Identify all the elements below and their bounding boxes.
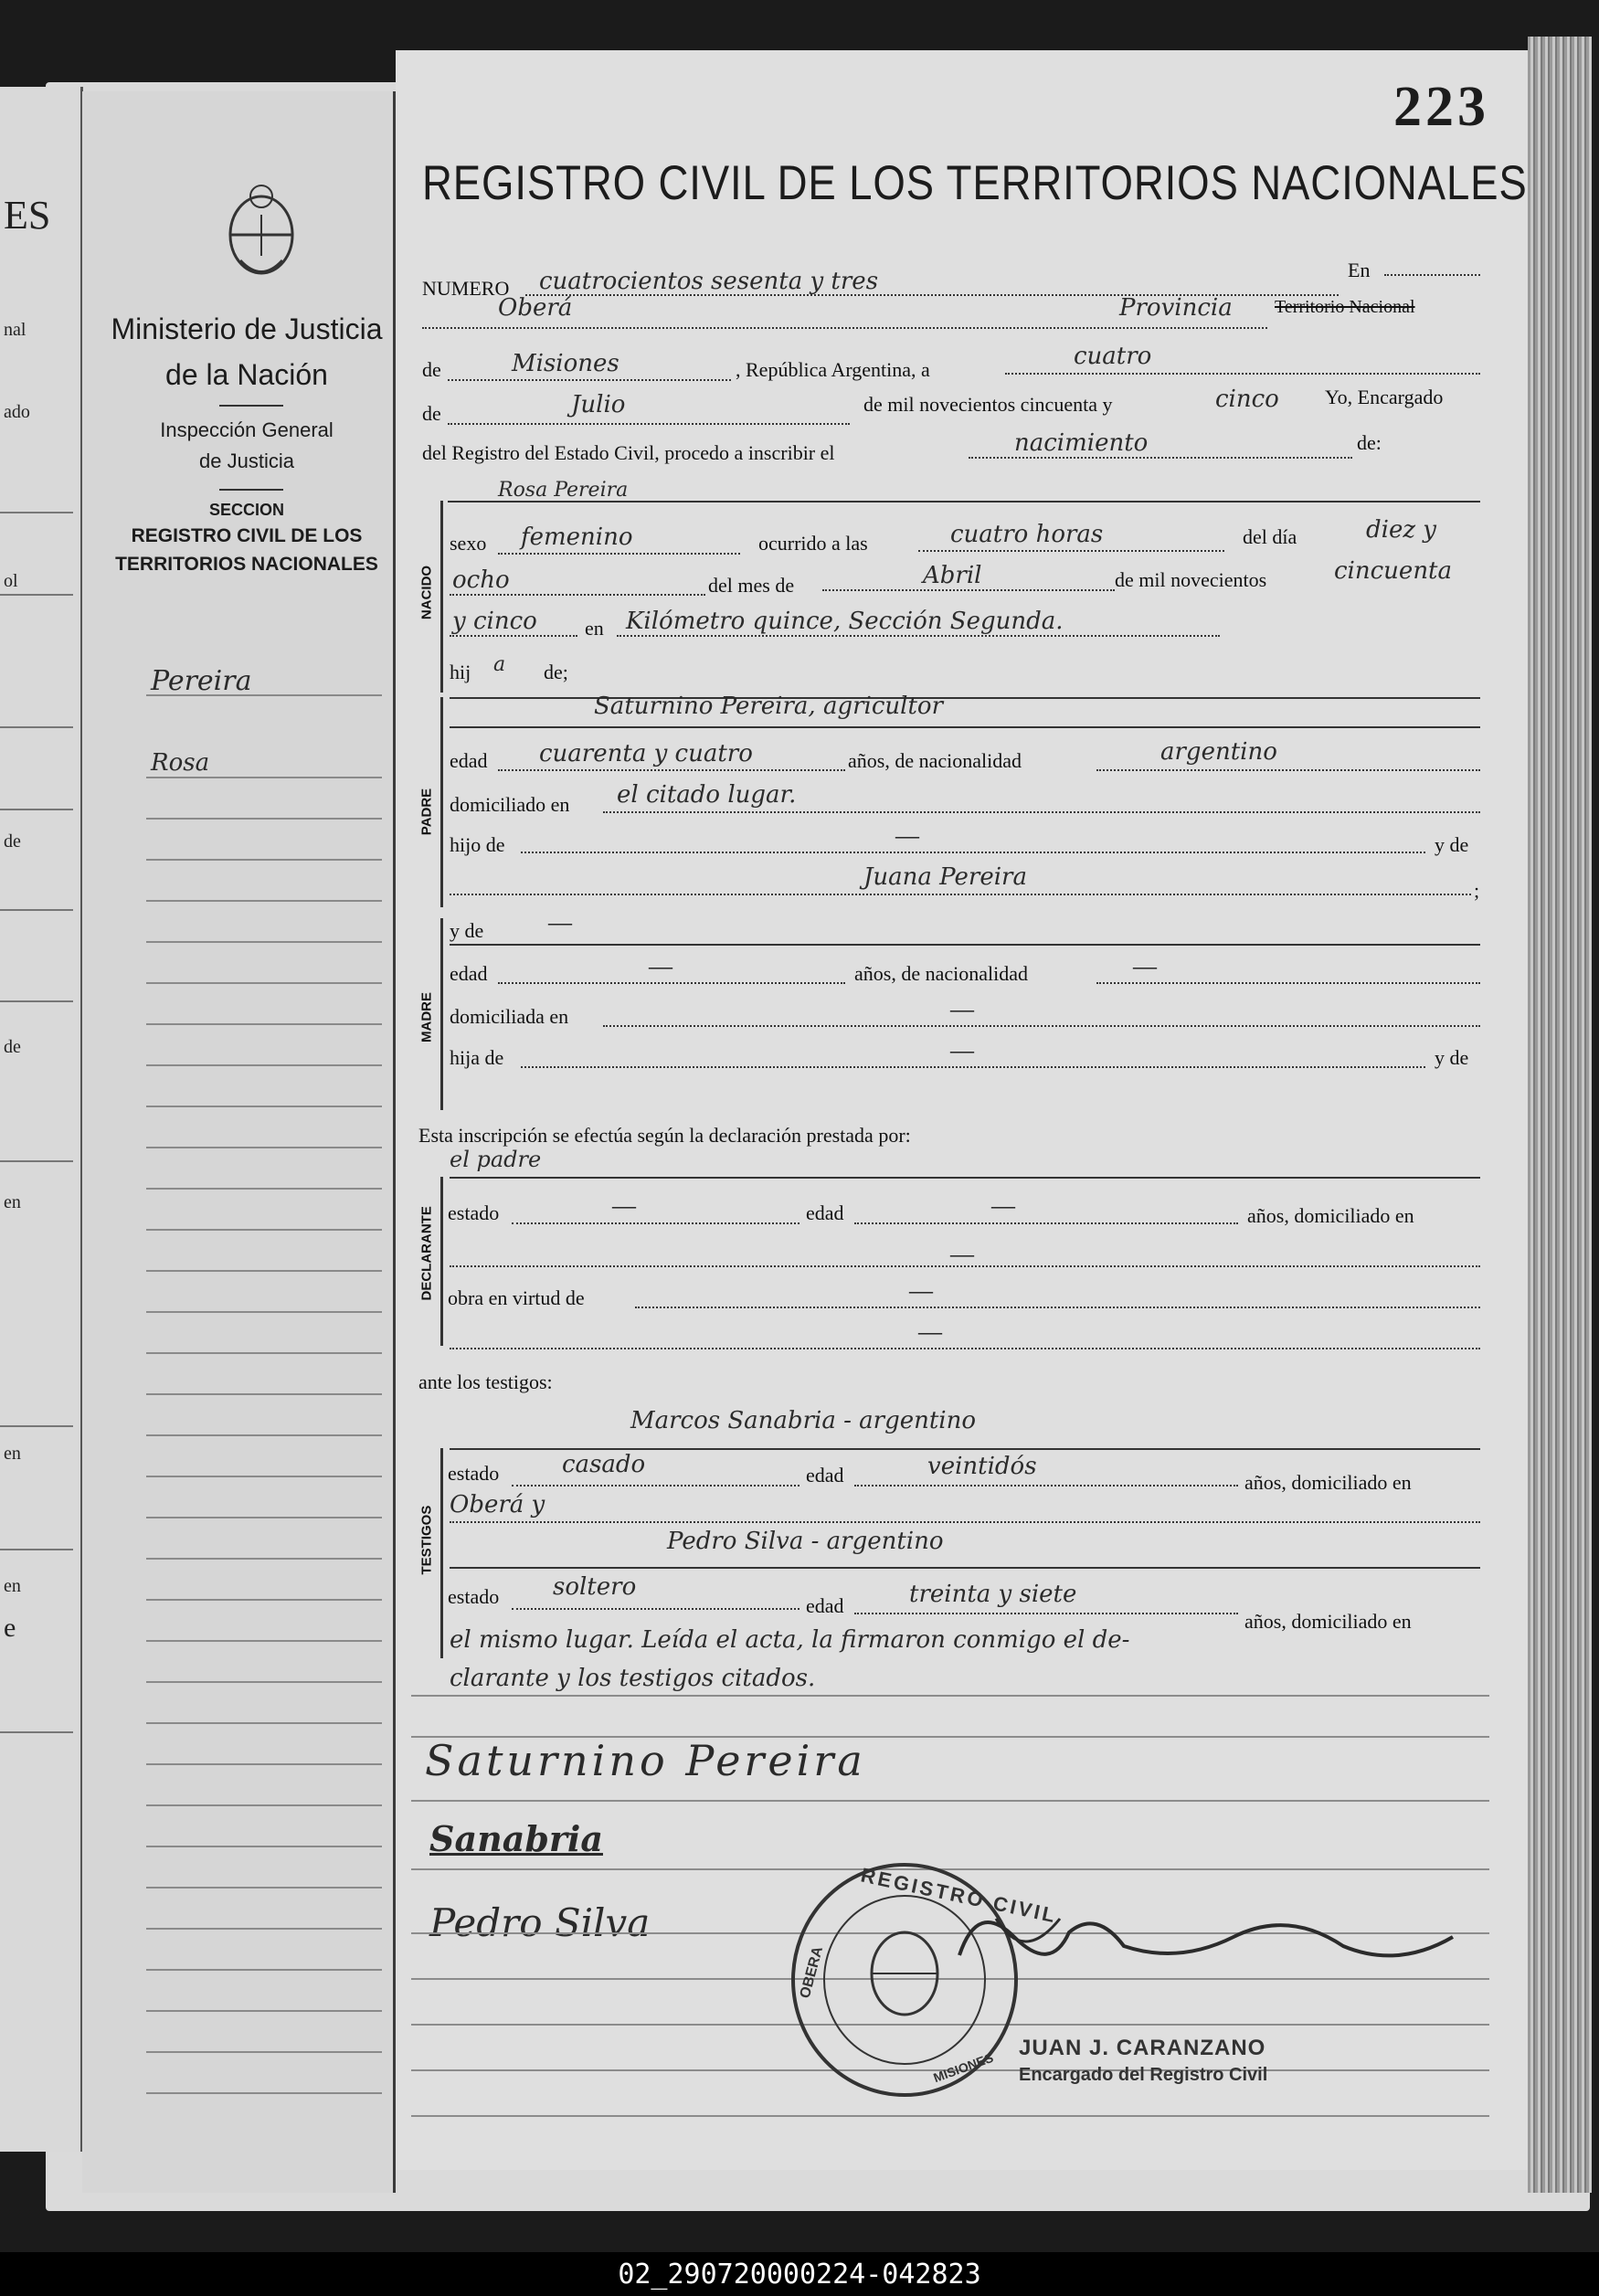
sexo-label: sexo bbox=[450, 532, 487, 555]
w2-age: treinta y siete bbox=[909, 1581, 1077, 1608]
coat-of-arms-icon bbox=[222, 178, 301, 288]
declarant-dom-dash: — bbox=[950, 1241, 974, 1267]
en-label: En bbox=[1348, 259, 1371, 281]
w1-domicile: Oberá y bbox=[450, 1491, 545, 1518]
w1-estado: casado bbox=[562, 1451, 646, 1478]
sexo-value: femenino bbox=[521, 524, 633, 551]
declarante-label: DECLARANTE bbox=[418, 1206, 435, 1301]
mother-dom-dash: — bbox=[950, 996, 974, 1022]
mother-edad-label: edad bbox=[450, 962, 488, 985]
year-value: cinco bbox=[1215, 386, 1279, 413]
prev-page-fragment: de bbox=[4, 831, 21, 852]
prev-page-fragment: en bbox=[4, 1444, 21, 1464]
del-mes-label: del mes de bbox=[708, 574, 795, 597]
de-colon: de: bbox=[1357, 431, 1382, 454]
inspection-line-1: Inspección General bbox=[160, 418, 334, 441]
prev-page-fragment: en bbox=[4, 1576, 21, 1596]
declarant: el padre bbox=[450, 1147, 542, 1172]
prev-page-fragment: nal bbox=[4, 320, 26, 340]
testigos-label: TESTIGOS bbox=[418, 1505, 435, 1575]
mother-age-dash: — bbox=[649, 953, 672, 979]
child-name: Rosa Pereira bbox=[498, 479, 629, 502]
closing-line-2: clarante y los testigos citados. bbox=[450, 1665, 816, 1692]
place-value: Oberá bbox=[498, 294, 573, 322]
del-dia-label: del día bbox=[1243, 525, 1297, 548]
ante-testigos-label: ante los testigos: bbox=[418, 1370, 553, 1393]
del-registro-label: del Registro del Estado Civil, procedo a inscribir el bbox=[422, 441, 835, 464]
semicolon: ; bbox=[1474, 879, 1480, 902]
territorio-struck: Territorio Nacional bbox=[1275, 297, 1415, 317]
hour-value: cuatro horas bbox=[950, 521, 1104, 548]
w2-estado: soltero bbox=[553, 1573, 637, 1601]
image-caption: 02_290720000224-042823 bbox=[618, 2259, 981, 2291]
republica-label: , República Argentina, a bbox=[736, 358, 930, 381]
nacido-label: NACIDO bbox=[418, 565, 435, 620]
w2-estado-label: estado bbox=[448, 1585, 500, 1608]
birth-day-value-2: ocho bbox=[452, 566, 510, 594]
stamp-bottom-text: MISIONES bbox=[931, 2049, 996, 2086]
closing-line-1: el mismo lugar. Leída el acta, la firmaron conmigo el de- bbox=[450, 1626, 1130, 1654]
de-semicolon: de; bbox=[544, 661, 568, 683]
mother-nat-dash: — bbox=[1133, 953, 1157, 979]
mil2-label: de mil novecientos bbox=[1115, 568, 1267, 591]
w2-edad-label: edad bbox=[806, 1594, 844, 1617]
official-title: Encargado del Registro Civil bbox=[1019, 2065, 1268, 2085]
declarant-estado-dash: — bbox=[612, 1192, 636, 1219]
anos-nacionalidad-label: años, de nacionalidad bbox=[848, 749, 1022, 772]
inspection-line-2: de Justicia bbox=[199, 450, 294, 472]
left-page bbox=[82, 91, 396, 2193]
page-number: 223 bbox=[1393, 76, 1489, 138]
y-de-label-2: y de bbox=[450, 919, 484, 942]
w1-edad-label: edad bbox=[806, 1464, 844, 1487]
prev-page-fragment: ol bbox=[4, 571, 18, 591]
act-type: nacimiento bbox=[1014, 429, 1149, 457]
month-value: Julio bbox=[571, 391, 626, 418]
father-nationality: argentino bbox=[1160, 738, 1277, 766]
declarant-estado-label: estado bbox=[448, 1201, 500, 1224]
mil-label: de mil novecientos cincuenta y bbox=[863, 393, 1113, 416]
witness-2: Pedro Silva - argentino bbox=[667, 1528, 944, 1555]
witness-1: Marcos Sanabria - argentino bbox=[630, 1407, 977, 1434]
father-name: Saturnino Pereira, agricultor bbox=[594, 693, 944, 720]
stamp-text: REGISTRO CIVIL bbox=[858, 1863, 1060, 1928]
prev-page-fragment: de bbox=[4, 1037, 21, 1057]
w2-anos-label: años, domiciliado en bbox=[1244, 1610, 1412, 1633]
signature-witness-2: Pedro Silva bbox=[429, 1900, 651, 1945]
mother-name: Juana Pereira bbox=[863, 863, 1027, 891]
father-age: cuarenta y cuatro bbox=[539, 740, 753, 767]
y-de-label: y de bbox=[1435, 833, 1469, 856]
signature-witness-1: Sanabria bbox=[429, 1818, 603, 1859]
domiciliado-label: domiciliado en bbox=[450, 793, 570, 816]
madre-label: MADRE bbox=[418, 992, 435, 1042]
prev-page-fragment: en bbox=[4, 1192, 21, 1212]
esta-inscripcion-label: Esta inscripción se efectúa según la declaración prestada por: bbox=[418, 1124, 911, 1147]
mother-dash-1: — bbox=[548, 909, 572, 936]
territory-value: Misiones bbox=[512, 350, 619, 377]
w1-estado-label: estado bbox=[448, 1462, 500, 1485]
section-label: SECCION bbox=[208, 501, 284, 519]
previous-page-edge bbox=[0, 87, 83, 2152]
numero-label: NUMERO bbox=[422, 277, 510, 300]
signature-declarant: Saturnino Pereira bbox=[425, 1736, 866, 1785]
page-stack-edge bbox=[1528, 37, 1592, 2193]
birth-day-value: diez y bbox=[1366, 516, 1436, 544]
ministry-line-2: de la Nación bbox=[165, 358, 328, 391]
prev-page-fragment: ado bbox=[4, 402, 30, 422]
index-given-name: Rosa bbox=[151, 749, 210, 777]
prev-page-fragment: ES bbox=[4, 193, 51, 238]
day-value: cuatro bbox=[1074, 343, 1152, 370]
obra-dash-2: — bbox=[918, 1318, 942, 1345]
official-name: JUAN J. CARANZANO bbox=[1019, 2036, 1266, 2060]
y-de-label-3: y de bbox=[1435, 1046, 1469, 1069]
declarant-edad-label: edad bbox=[806, 1201, 844, 1224]
numero-value: cuatrocientos sesenta y tres bbox=[539, 268, 879, 295]
obra-dash: — bbox=[909, 1277, 933, 1304]
section-line-1: REGISTRO CIVIL DE LOS bbox=[131, 525, 363, 546]
provincia-value: Provincia bbox=[1119, 294, 1233, 322]
hij-suffix: a bbox=[493, 653, 506, 676]
padre-label: PADRE bbox=[418, 788, 435, 836]
father-parents-dash: — bbox=[895, 822, 919, 849]
section-line-2: TERRITORIOS NACIONALES bbox=[115, 554, 378, 575]
birth-place-value: Kilómetro quince, Sección Segunda. bbox=[626, 608, 1064, 635]
de-label: de bbox=[422, 358, 441, 381]
edad-label: edad bbox=[450, 749, 488, 772]
w1-age: veintidós bbox=[927, 1453, 1037, 1480]
de-label-2: de bbox=[422, 402, 441, 425]
obra-label: obra en virtud de bbox=[448, 1286, 585, 1309]
birth-year-value-2: y cinco bbox=[452, 608, 537, 635]
form-title: REGISTRO CIVIL DE LOS TERRITORIOS NACIONALES bbox=[422, 156, 1528, 210]
birth-year-value: cincuenta bbox=[1334, 557, 1453, 585]
mother-parents-dash: — bbox=[950, 1037, 974, 1063]
stamp-left-text: OBERA bbox=[797, 1944, 827, 2000]
prev-page-fragment: e bbox=[4, 1613, 16, 1643]
index-surname: Pereira bbox=[151, 665, 252, 697]
yo-label: Yo, Encargado bbox=[1325, 386, 1444, 408]
domiciliada-label: domiciliada en bbox=[450, 1005, 569, 1028]
hija-de-label: hija de bbox=[450, 1046, 504, 1069]
w1-anos-label: años, domiciliado en bbox=[1244, 1471, 1412, 1494]
official-signature-icon bbox=[941, 1882, 1471, 1992]
hijo-de-label: hijo de bbox=[450, 833, 505, 856]
en-place-label: en bbox=[585, 617, 604, 640]
mother-anos-label: años, de nacionalidad bbox=[854, 962, 1028, 985]
declarant-age-dash: — bbox=[991, 1192, 1015, 1219]
declarant-anos-label: años, domiciliado en bbox=[1247, 1204, 1414, 1227]
birth-month-value: Abril bbox=[923, 562, 982, 589]
father-domicile: el citado lugar. bbox=[617, 781, 797, 809]
ocurrido-label: ocurrido a las bbox=[758, 532, 868, 555]
ministry-line-1: Ministerio de Justicia bbox=[111, 312, 383, 345]
hij-label: hij bbox=[450, 661, 471, 683]
